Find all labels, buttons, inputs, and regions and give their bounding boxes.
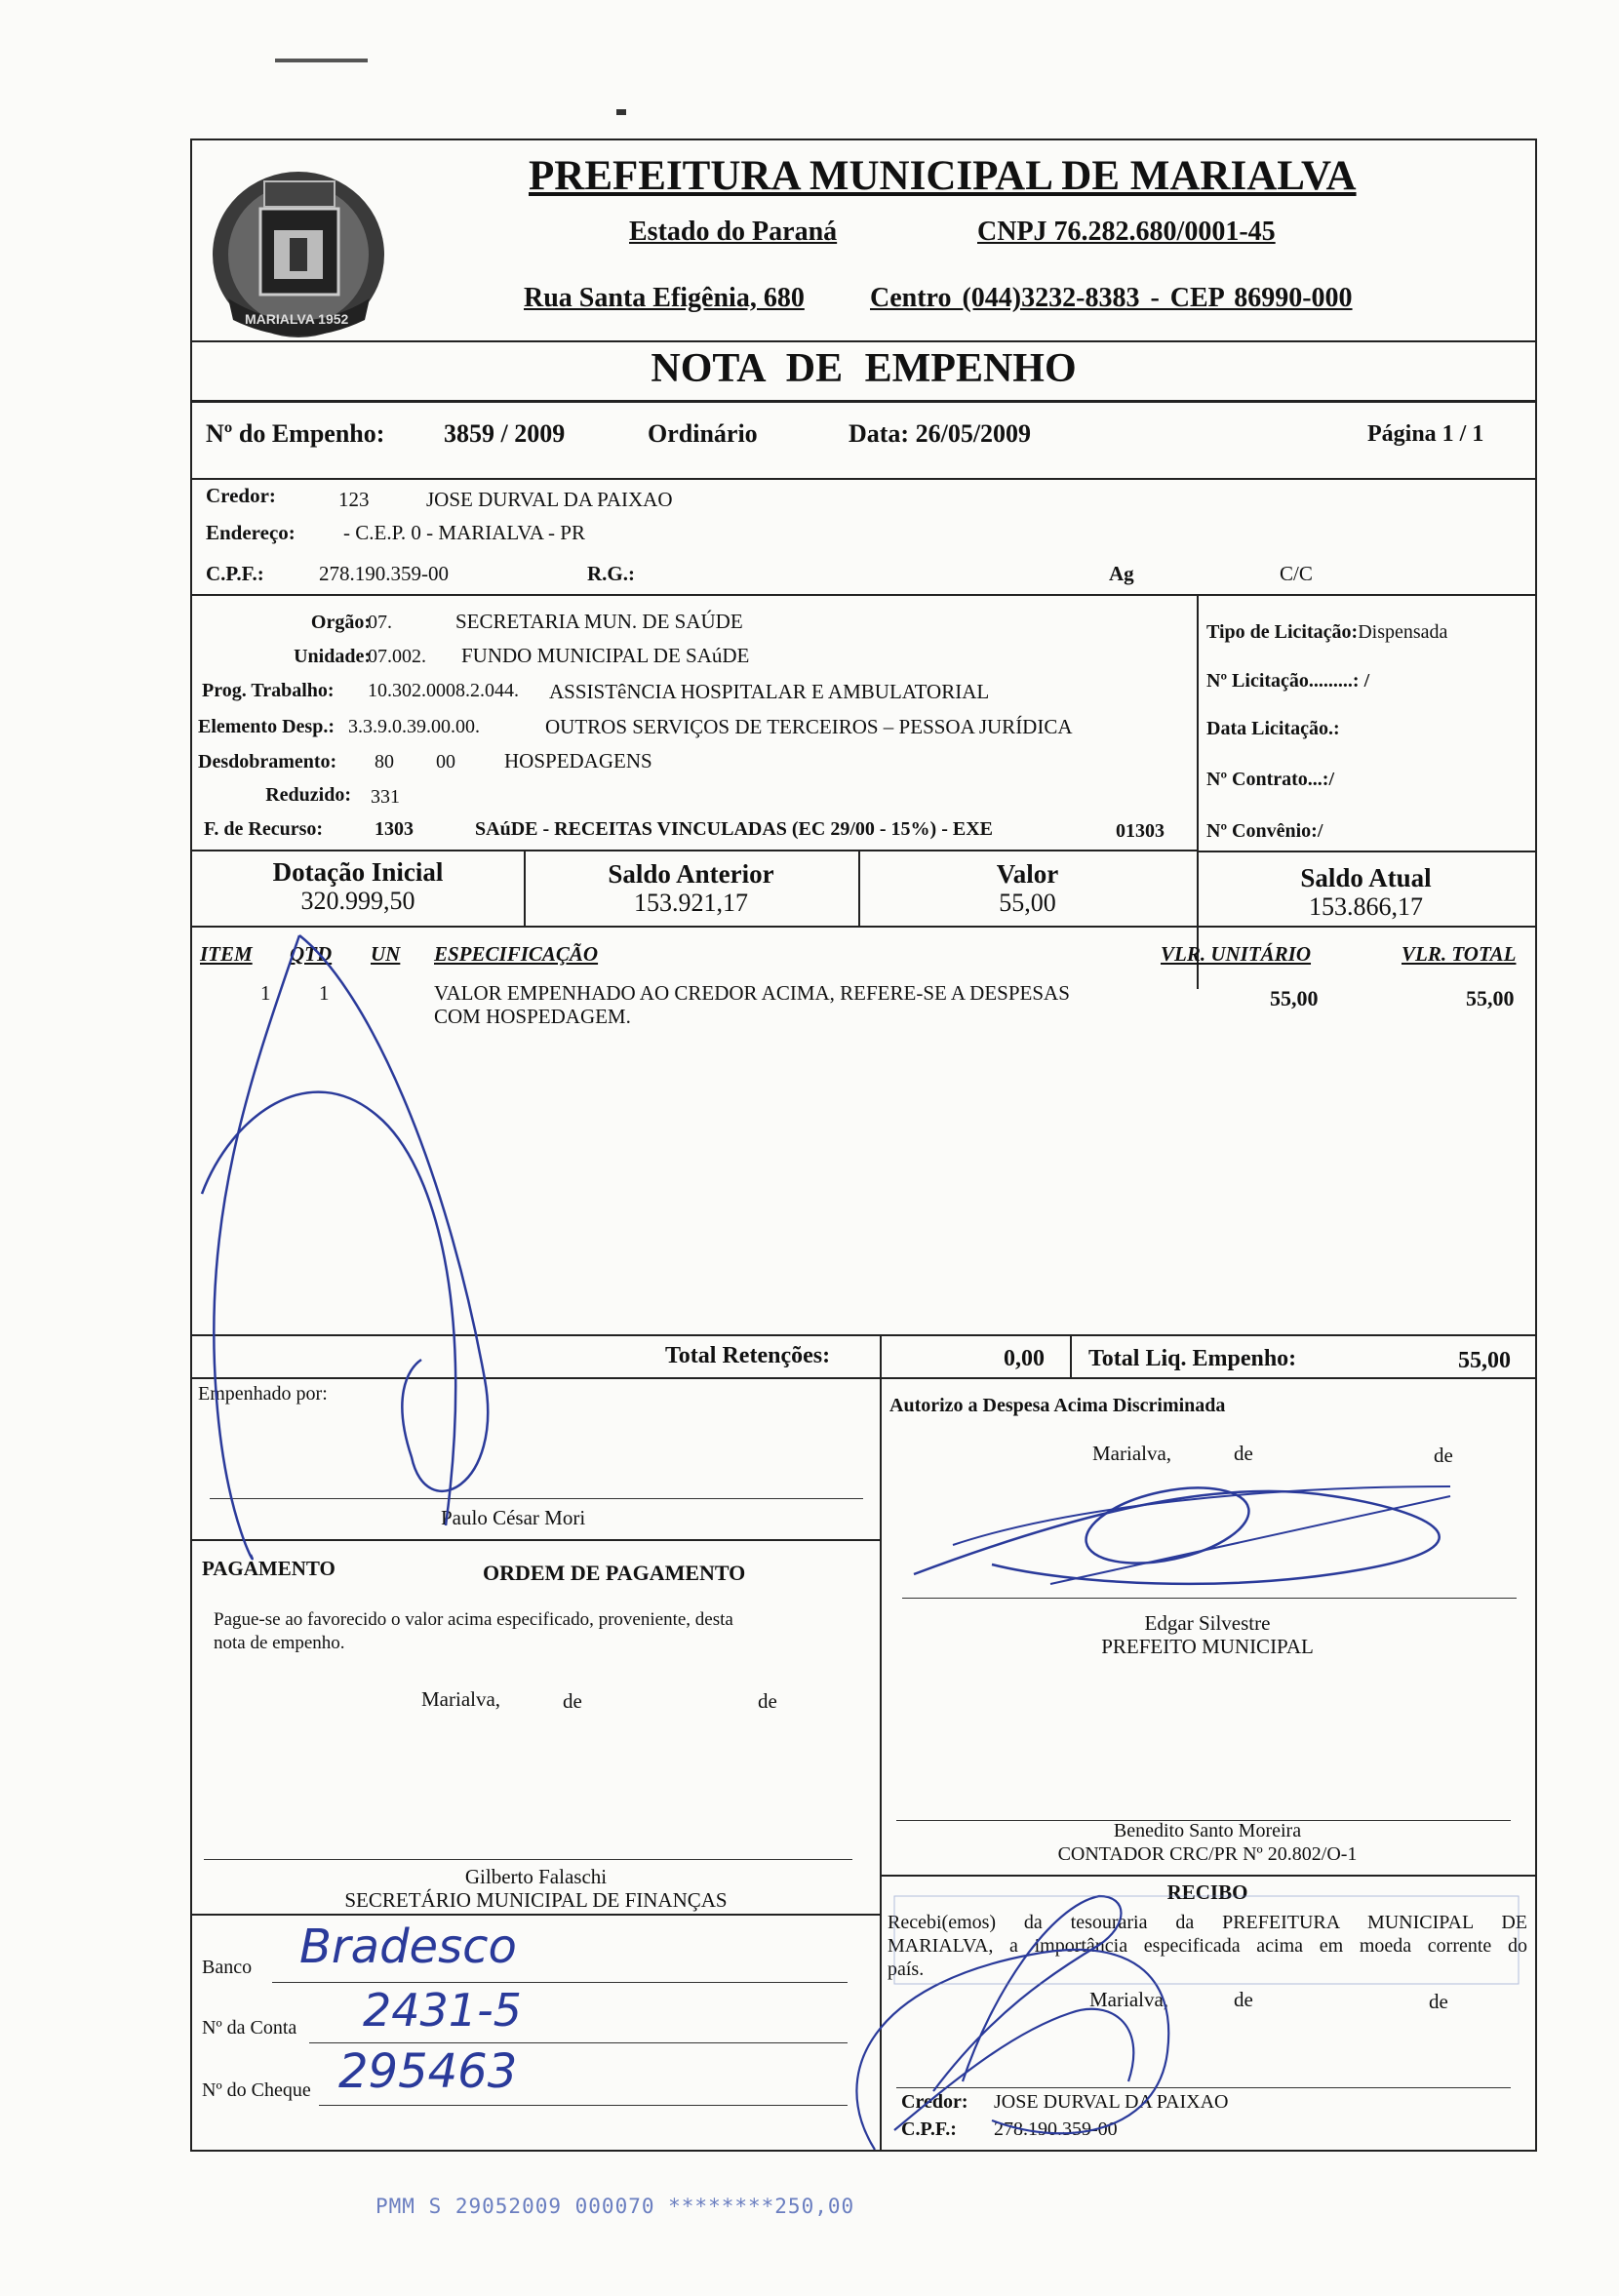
dotacao-label: Dotação Inicial <box>272 857 444 887</box>
contador-name: Benedito Santo Moreira <box>1113 1820 1302 1841</box>
prog-code: 10.302.0008.2.044. <box>368 680 519 701</box>
desdob-label: Desdobramento: <box>198 751 337 772</box>
saldo-atual-label: Saldo Atual <box>1300 863 1432 892</box>
endereco: - C.E.P. 0 - MARIALVA - PR <box>343 521 585 544</box>
col-un: UN <box>371 942 401 966</box>
valor-label: Valor <box>996 859 1059 889</box>
recurso-name: SAúDE - RECEITAS VINCULADAS (EC 29/00 - 15%) - EXE <box>475 818 993 840</box>
recibo-title: RECIBO <box>1166 1880 1248 1904</box>
data-licitacao: Data Licitação.: <box>1206 718 1340 739</box>
contador-role: CONTADOR CRC/PR Nº 20.802/O-1 <box>1057 1843 1358 1865</box>
valor-value: 55,00 <box>999 889 1056 917</box>
orgao-label: Orgão: <box>310 612 371 633</box>
empenho-document <box>190 139 1537 2152</box>
item-vlr-total: 55,00 <box>1466 986 1515 1010</box>
cpf-label: C.P.F.: <box>206 562 264 585</box>
page-number: Página 1 / 1 <box>1367 421 1484 447</box>
recibo-cpf-label: C.P.F.: <box>901 2118 957 2140</box>
recurso-label: F. de Recurso: <box>204 818 324 840</box>
conta-label: Nº da Conta <box>202 2017 297 2039</box>
autorizo-signer-role: PREFEITO MUNICIPAL <box>1101 1635 1314 1658</box>
recibo-text3: país. <box>888 1959 925 1980</box>
pagamento-text2: nota de empenho. <box>214 1633 345 1653</box>
orgao-code: 07. <box>368 612 392 633</box>
retencoes-label: Total Retenções: <box>665 1343 831 1368</box>
unidade-label: Unidade: <box>294 646 371 667</box>
pagamento-label: PAGAMENTO <box>202 1557 336 1580</box>
item-desc-line2: COM HOSPEDAGEM. <box>434 1005 631 1028</box>
empenho-label: Nº do Empenho: <box>206 419 385 448</box>
saldo-atual-value: 153.866,17 <box>1309 892 1423 921</box>
ordem-pagamento-title: ORDEM DE PAGAMENTO <box>483 1561 746 1585</box>
pagamento-signer-role: SECRETÁRIO MUNICIPAL DE FINANÇAS <box>344 1888 728 1912</box>
desdob-code1: 80 <box>375 751 394 772</box>
credor-code: 123 <box>338 488 370 511</box>
numero-licitacao: Nº Licitação.........: / <box>1206 670 1370 692</box>
coat-of-arms-text: MARIALVA 1952 <box>245 311 349 327</box>
numero-convenio: Nº Convênio:/ <box>1206 820 1323 842</box>
saldo-anterior-label: Saldo Anterior <box>608 859 774 889</box>
recurso-code2: 01303 <box>1116 820 1165 842</box>
item-desc-line1: VALOR EMPENHADO AO CREDOR ACIMA, REFERE-SE A DESPESAS <box>434 981 1070 1005</box>
recibo-cpf: 278.190.359-00 <box>994 2118 1118 2140</box>
scan-mark <box>275 59 368 62</box>
recibo-credor-label: Credor: <box>901 2091 968 2113</box>
elemento-label: Elemento Desp.: <box>198 716 335 737</box>
empenhado-label: Empenhado por: <box>198 1383 328 1405</box>
reduzido: 331 <box>371 786 400 808</box>
col-vlr-unit: VLR. UNITÁRIO <box>1161 942 1312 966</box>
recibo-place: Marialva, <box>1089 1988 1169 2011</box>
cpf: 278.190.359-00 <box>319 562 449 585</box>
pagamento-de1: de <box>563 1689 582 1713</box>
empenhado-name: Paulo César Mori <box>441 1506 586 1529</box>
cheque-label: Nº do Cheque <box>202 2079 311 2101</box>
tipo-licitacao-label: Tipo de Licitação: <box>1206 621 1359 643</box>
reduzido-label: Reduzido: <box>265 784 351 806</box>
signature-overlays <box>192 140 1535 2150</box>
page-title: PREFEITURA MUNICIPAL DE MARIALVA <box>529 153 1357 199</box>
cc-label: C/C <box>1280 562 1313 585</box>
prog-name: ASSISTêNCIA HOSPITALAR E AMBULATORIAL <box>549 680 990 703</box>
desdob-name: HOSPEDAGENS <box>504 749 652 772</box>
recibo-credor: JOSE DURVAL DA PAIXAO <box>994 2091 1229 2113</box>
dotacao-value: 320.999,50 <box>300 887 415 915</box>
recibo-de1: de <box>1234 1988 1253 2011</box>
liq-empenho-value: 55,00 <box>1458 1348 1511 1373</box>
item-vlr-unit: 55,00 <box>1270 986 1319 1010</box>
recurso-code: 1303 <box>375 818 414 840</box>
pagamento-de2: de <box>758 1689 777 1713</box>
footer-stamp: PMM S 29052009 000070 ********250,00 <box>375 2195 855 2218</box>
conta-handwriting: 2431-5 <box>363 1984 522 2037</box>
col-item: ITEM <box>200 942 253 966</box>
autorizo-place: Marialva, <box>1092 1442 1172 1465</box>
credor-name: JOSE DURVAL DA PAIXAO <box>426 488 673 511</box>
district-phone-cep: Centro (044)3232-8383 - CEP 86990-000 <box>870 283 1353 313</box>
empenho-number: 3859 / 2009 <box>444 419 566 448</box>
col-vlr-total: VLR. TOTAL <box>1402 942 1517 966</box>
street-address: Rua Santa Efigênia, 680 <box>524 283 805 313</box>
elemento-name: OUTROS SERVIÇOS DE TERCEIROS – PESSOA JURÍDICA <box>545 715 1073 738</box>
autorizo-title: Autorizo a Despesa Acima Discriminada <box>889 1395 1226 1416</box>
endereco-label: Endereço: <box>206 521 296 544</box>
unidade-name: FUNDO MUNICIPAL DE SAúDE <box>461 644 750 667</box>
retencoes-value: 0,00 <box>1004 1346 1045 1371</box>
recibo-text1: Recebi(emos) da tesouraria da PREFEITURA MUNICIPAL DE <box>888 1912 1527 1933</box>
item-number: 1 <box>260 981 271 1005</box>
autorizo-de2: de <box>1434 1444 1453 1467</box>
autorizo-de1: de <box>1234 1442 1253 1465</box>
state-name: Estado do Paraná <box>629 217 838 247</box>
numero-contrato: Nº Contrato...:/ <box>1206 769 1335 790</box>
banco-handwriting: Bradesco <box>299 1920 517 1974</box>
orgao-name: SECRETARIA MUN. DE SAÚDE <box>455 610 743 633</box>
liq-empenho-label: Total Liq. Empenho: <box>1088 1346 1297 1371</box>
banco-label: Banco <box>202 1957 253 1978</box>
cheque-handwriting: 295463 <box>338 2044 518 2099</box>
autorizo-signer: Edgar Silvestre <box>1144 1611 1271 1635</box>
recibo-text2: MARIALVA, a importância especificada acima em moeda corrente do <box>888 1935 1527 1957</box>
unidade-code: 07.002. <box>368 646 426 667</box>
elemento-code: 3.3.9.0.39.00.00. <box>348 716 480 737</box>
pagamento-signer: Gilberto Falaschi <box>464 1865 608 1888</box>
pagamento-text1: Pague-se ao favorecido o valor acima especificado, proveniente, desta <box>214 1609 733 1630</box>
prog-label: Prog. Trabalho: <box>202 680 335 701</box>
empenho-type: Ordinário <box>648 419 758 448</box>
col-qtd: QTD <box>290 942 333 966</box>
scan-mark <box>616 109 626 115</box>
cnpj: CNPJ 76.282.680/0001-45 <box>977 217 1276 247</box>
recibo-de2: de <box>1429 1990 1448 2013</box>
doc-title: NOTA DE EMPENHO <box>651 346 1077 391</box>
desdob-code2: 00 <box>436 751 455 772</box>
pagamento-place: Marialva, <box>421 1687 501 1711</box>
ag-label: Ag <box>1109 562 1134 585</box>
col-espec: ESPECIFICAÇÃO <box>434 942 599 966</box>
tipo-licitacao-value: Dispensada <box>1358 621 1448 643</box>
saldo-anterior-value: 153.921,17 <box>634 889 748 917</box>
item-qtd: 1 <box>319 981 330 1005</box>
empenho-date: Data: 26/05/2009 <box>849 419 1032 448</box>
credor-label: Credor: <box>206 484 276 507</box>
rg-label: R.G.: <box>587 562 635 585</box>
